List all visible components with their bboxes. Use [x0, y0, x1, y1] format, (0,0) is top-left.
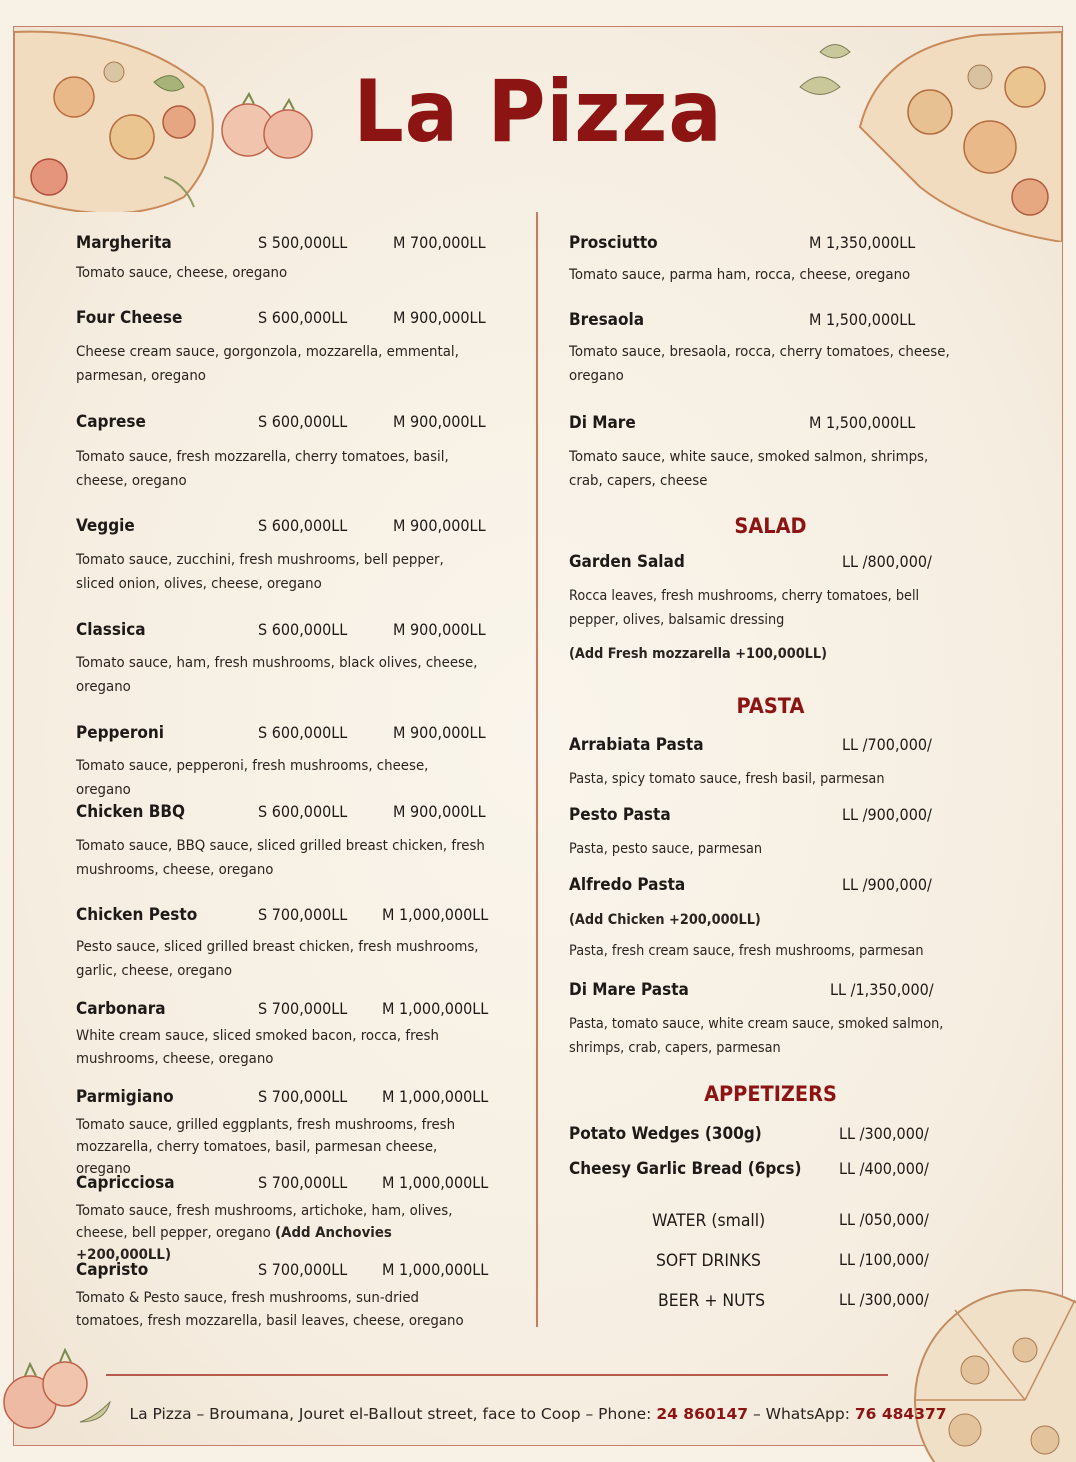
price-small: S 600,000LL — [258, 516, 348, 535]
drink-name-soft-drinks: SOFT DRINKS — [656, 1251, 761, 1271]
drink-name-beer-nuts: BEER + NUTS — [658, 1291, 766, 1311]
price-medium: M 1,000,000LL — [382, 1260, 489, 1279]
item-description: Rocca leaves, fresh mushrooms, cherry tomatoes, bell pepper, olives, balsamic dressing — [569, 588, 920, 628]
item-description-text: Tomato sauce, fresh mushrooms, artichoke, ham, olives, cheese, bell pepper, oregano — [76, 1203, 453, 1241]
item-name: Garden Salad — [569, 552, 685, 572]
item-name: Four Cheese — [76, 308, 183, 328]
price-medium: M 900,000LL — [393, 620, 486, 639]
item-description: Pasta, fresh cream sauce, fresh mushrooms, parmesan — [569, 943, 924, 959]
item-description: Tomato sauce, fresh mozzarella, cherry tomatoes, basil, cheese, oregano — [76, 449, 449, 489]
item-description: Tomato sauce, ham, fresh mushrooms, black olives, cheese, oregano — [76, 655, 478, 695]
item-name: Veggie — [76, 516, 135, 536]
item-name: Carbonara — [76, 999, 166, 1019]
item-name: Bresaola — [569, 310, 645, 330]
price-medium: M 1,000,000LL — [382, 1173, 489, 1192]
price-small: S 700,000LL — [258, 1173, 348, 1192]
section-heading-appetizers: APPETIZERS — [704, 1082, 837, 1106]
item-name: Di Mare Pasta — [569, 980, 689, 1000]
item-description: Tomato sauce, zucchini, fresh mushrooms, bell pepper, sliced onion, olives, cheese, oregano — [76, 552, 444, 592]
item-description: Tomato sauce, parma ham, rocca, cheese, oregano — [569, 267, 911, 283]
footer-whatsapp: 76 484377 — [854, 1405, 947, 1423]
price-medium: M 900,000LL — [393, 802, 486, 821]
price-small: S 500,000LL — [258, 233, 348, 252]
section-heading-salad: SALAD — [734, 514, 807, 538]
price-small: S 600,000LL — [258, 723, 348, 742]
addon-note: (Add Chicken +200,000LL) — [569, 912, 761, 928]
price-medium: M 900,000LL — [393, 516, 486, 535]
item-price: LL /900,000/ — [842, 805, 932, 824]
column-divider — [536, 212, 538, 1327]
price-small: S 700,000LL — [258, 999, 348, 1018]
footer-divider — [106, 1374, 888, 1376]
item-name: Pepperoni — [76, 723, 165, 743]
pizza-sketch-bottom-right-icon — [905, 1280, 1076, 1462]
item-description: Tomato & Pesto sauce, fresh mushrooms, sun-dried tomatoes, fresh mozzarella, basil leaves, cheese, oregano — [76, 1290, 464, 1329]
item-name: Pesto Pasta — [569, 805, 671, 825]
item-description: Tomato sauce, cheese, oregano — [76, 265, 288, 281]
item-description: Tomato sauce, white sauce, smoked salmon, shrimps, crab, capers, cheese — [569, 449, 929, 489]
item-name: Alfredo Pasta — [569, 875, 686, 895]
item-name: Chicken Pesto — [76, 905, 198, 925]
item-price: LL /800,000/ — [842, 552, 932, 571]
price-medium: M 700,000LL — [393, 233, 486, 252]
item-price: M 1,350,000LL — [809, 233, 916, 252]
item-name: Arrabiata Pasta — [569, 735, 704, 755]
price-medium: M 1,000,000LL — [382, 999, 489, 1018]
drink-price-beer-nuts: LL /300,000/ — [839, 1290, 929, 1309]
item-price: M 1,500,000LL — [809, 413, 916, 432]
item-price: LL /300,000/ — [839, 1124, 929, 1143]
item-description — [76, 1200, 485, 1266]
item-name: Capristo — [76, 1260, 149, 1280]
item-description: Tomato sauce, pepperoni, fresh mushrooms, cheese, oregano — [76, 758, 429, 798]
drink-name-water: WATER (small) — [652, 1211, 766, 1231]
item-description: Tomato sauce, grilled eggplants, fresh mushrooms, fresh mozzarella, cherry tomatoes, basil, parmesan cheese, oregano — [76, 1117, 456, 1177]
item-description: Pesto sauce, sliced grilled breast chicken, fresh mushrooms, garlic, cheese, oregano — [76, 939, 479, 979]
item-price: LL /1,350,000/ — [830, 980, 934, 999]
price-medium: M 900,000LL — [393, 412, 486, 431]
item-description: Pasta, pesto sauce, parmesan — [569, 841, 763, 857]
price-medium: M 900,000LL — [393, 308, 486, 327]
price-small: S 600,000LL — [258, 620, 348, 639]
price-small: S 700,000LL — [258, 1087, 348, 1106]
section-heading-pasta: PASTA — [736, 694, 805, 718]
item-name: Parmigiano — [76, 1087, 174, 1107]
item-description: White cream sauce, sliced smoked bacon, rocca, fresh mushrooms, cheese, oregano — [76, 1028, 439, 1067]
item-description: Pasta, tomato sauce, white cream sauce, smoked salmon, shrimps, crab, capers, parmesan — [569, 1016, 944, 1056]
drink-price-soft-drinks: LL /100,000/ — [839, 1250, 929, 1269]
price-medium: M 900,000LL — [393, 723, 486, 742]
price-small: S 600,000LL — [258, 802, 348, 821]
item-description: Pasta, spicy tomato sauce, fresh basil, parmesan — [569, 771, 885, 787]
item-price: LL /400,000/ — [839, 1159, 929, 1178]
item-name: Cheesy Garlic Bread (6pcs) — [569, 1159, 802, 1179]
price-small: S 700,000LL — [258, 1260, 348, 1279]
price-small: S 600,000LL — [258, 412, 348, 431]
item-name: Prosciutto — [569, 233, 658, 253]
item-description: Cheese cream sauce, gorgonzola, mozzarella, emmental, parmesan, oregano — [76, 344, 459, 384]
price-medium: M 1,000,000LL — [382, 905, 489, 924]
footer-phone: 24 860147 — [656, 1405, 749, 1423]
item-description: Tomato sauce, bresaola, rocca, cherry tomatoes, cheese, oregano — [569, 344, 950, 384]
item-name: Margherita — [76, 233, 172, 253]
footer-address: La Pizza – Broumana, Jouret el-Ballout street, face to Coop – Phone: — [129, 1405, 657, 1423]
addon-note: (Add Fresh mozzarella +100,000LL) — [569, 646, 827, 662]
addon-note: (Add Anchovies +200,000LL) — [76, 1225, 392, 1263]
item-name: Capricciosa — [76, 1173, 175, 1193]
item-price: LL /700,000/ — [842, 735, 932, 754]
tomatoes-sketch-bottom-left-icon — [0, 1332, 120, 1442]
item-name: Classica — [76, 620, 146, 640]
item-price: M 1,500,000LL — [809, 310, 916, 329]
item-name: Chicken BBQ — [76, 802, 186, 822]
footer-contact — [0, 1405, 1076, 1423]
item-price: LL /900,000/ — [842, 875, 932, 894]
item-name: Di Mare — [569, 413, 636, 433]
price-medium: M 1,000,000LL — [382, 1087, 489, 1106]
item-name: Caprese — [76, 412, 146, 432]
drink-price-water: LL /050,000/ — [839, 1210, 929, 1229]
menu-title: La Pizza — [353, 62, 723, 162]
price-small: S 700,000LL — [258, 905, 348, 924]
item-description: Tomato sauce, BBQ sauce, sliced grilled breast chicken, fresh mushrooms, cheese, oregano — [76, 838, 485, 878]
price-small: S 600,000LL — [258, 308, 348, 327]
footer-whatsapp-label: – WhatsApp: — [748, 1405, 855, 1423]
item-name: Potato Wedges (300g) — [569, 1124, 762, 1144]
